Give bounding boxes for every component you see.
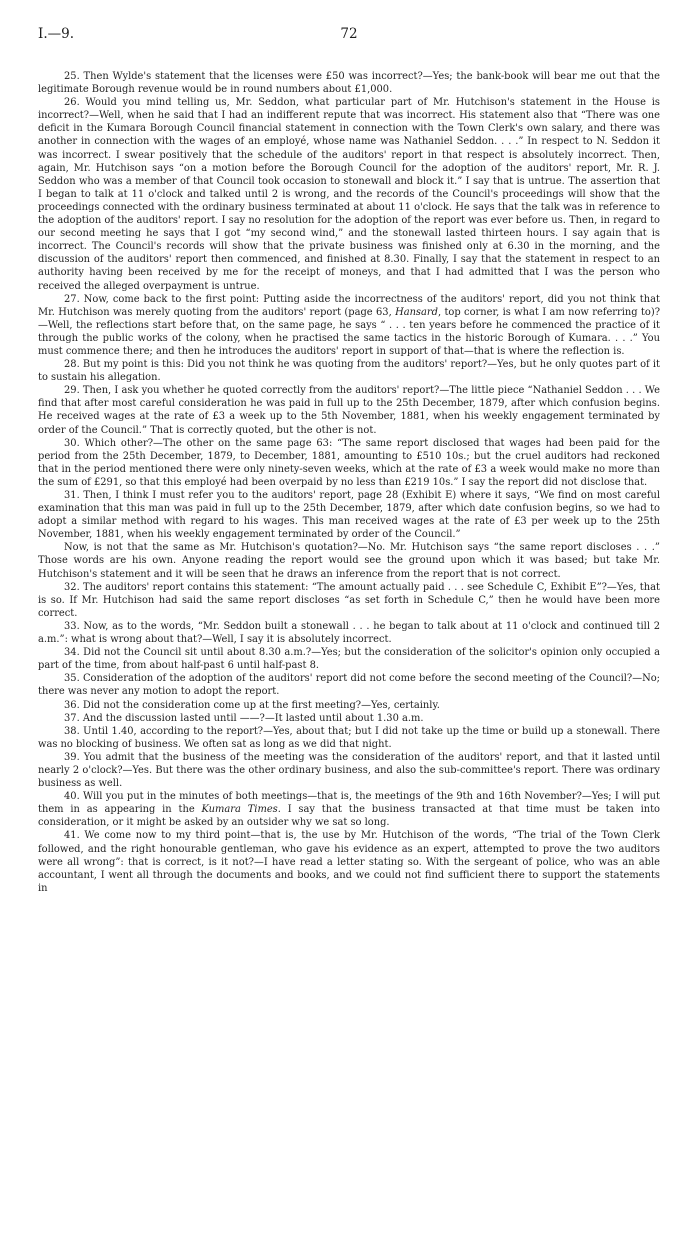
paragraph-32: 32. The auditors' report contains this statement: “The amount actually paid . . . see Schedule C, Exhibit E”?—Yes, that is so. If Mr. Hutchison had said the same report discloses “as set forth in Schedule C,” then he would have been more correct. <box>38 581 660 619</box>
paragraph-30: 30. Which other?—The other on the same page 63: “The same report disclosed that wages had been paid for the period from the 25th December, 1879, to December, 1881, amounting to £510 10s.; but the cruel auditors had reckoned that in the period mentioned there were only ninety-seven weeks, which at the rate of £3 a week would make no more than the sum of £291, so that this employé had been overpaid by no less than £219 10s.” I say the report did not disclose that. <box>38 437 660 488</box>
paragraph-34: 34. Did not the Council sit until about 8.30 a.m.?—Yes; but the consideration of the solicitor's opinion only occupied a part of the time, from about half-past 6 until half-past 8. <box>38 647 660 672</box>
paragraph-36: 36. Did not the consideration come up at the first meeting?—Yes, certainly. <box>64 699 440 711</box>
paragraph-25: 25. Then Wylde's statement that the licenses were £50 was incorrect?—Yes; the bank-book will bear me out that the legitimate Borough revenue would be in round numbers about £1,000. <box>38 71 660 96</box>
publication-title: Kumara Times <box>201 804 278 816</box>
paragraph-29: 29. Then, I ask you whether he quoted correctly from the auditors' report?—The little piece “Nathaniel Seddon . . . We find that after most careful consideration he was paid in full up to the 25th December, 1879, after which confusion begins. He received wages at the rate of £3 a week up to the 5th November, 1881, when his weekly engagement terminated by order of the Council.” That is correctly quoted, but the other is not. <box>38 385 660 436</box>
paragraph-28: 28. But my point is this: Did you not think he was quoting from the auditors' report?—Yes, but he only quotes part of it to sustain his allegation. <box>38 359 660 384</box>
paragraph-37: 37. And the discussion lasted until ——?—It lasted until about 1.30 a.m. <box>64 712 424 724</box>
page-body <box>38 70 660 895</box>
page-header <box>38 28 660 54</box>
page-number: 72 <box>340 26 358 42</box>
paragraph-39: 39. You admit that the business of the meeting was the consideration of the auditors' report, and that it lasted until nearly 2 o'clock?—Yes. But there was the other ordinary business, and also the sub-committee's report. There was ordinary business as well. <box>38 751 660 790</box>
paragraph-38: 38. Until 1.40, according to the report?—Yes, about that; but I did not take up the time or build up a stonewall. There was no blocking of business. We often sat as long as we did that night. <box>38 725 660 750</box>
paragraph-41: 41. We come now to my third point—that is, the use by Mr. Hutchison of the words, “The trial of the Town Clerk followed, and the right honourable gentleman, who gave his evidence as an expert, attempted to prove the two auditors were all wrong”: that is correct, is it not?—I have read a letter stating so. With the sergeant of police, who was an able accountant, I went all through the documents and books, and we could not find sufficient there to support the statements in <box>38 830 660 894</box>
publication-title: Hansard <box>395 306 438 318</box>
paragraph-40: 40. Will you put in the minutes of both meetings—that is, the meetings of the 9th and 16th November?—Yes; I will put them in as appearing in the Kumara Times. I say that the business transacted at that time must be taken into consideration, or it might be asked by an outsider why we sat so long. <box>38 791 660 829</box>
paragraph-35: 35. Consideration of the adoption of the auditors' report did not come before the second meeting of the Council?—No; there was never any motion to adopt the report. <box>38 673 660 698</box>
paragraph-26: 26. Would you mind telling us, Mr. Seddon, what particular part of Mr. Hutchison's statement in the House is incorrect?—Well, when he said that I had an indifferent repute that was incorrect. His statement also that “There was one deficit in the Kumara Borough Council financial statement in connection with the Town Clerk's own salary, and there was another in connection with the wages of an employé, whose name was Nathaniel Seddon. . . .” In respect to N. Seddon it was incorrect. I swear positively that the schedule of the auditors' report in that respect is absolutely incorrect. Then, again, Mr. Hutchison says “on a motion before the Borough Council for the adoption of the auditors' report, Mr. R. J. Seddon who was a member of that Council took occasion to stonewall and block it.” I say that is untrue. The assertion that I began to talk at 11 o'clock and talked until 2 is wrong, and the records of the Council's proceedings will show that the proceedings connected with the ordinary business terminated at about 11 o'clock. He says that the talk was in reference to the adoption of the auditors' report. I say no resolution for the adoption of the report was ever before us. Then, in regard to our second meeting he says that I got “my second wind,” and the stonewall lasted thirteen hours. I say again that is incorrect. The Council's records will show that the private business was finished only at 6.30 in the morning, and the discussion of the auditors' report then commenced, and finished at 8.30. Finally, I say that the statement in respect to an authority having been received by me for the receipt of moneys, and that I had admitted that I was the person who received the alleged overpayment is untrue. <box>38 97 660 292</box>
paragraph-33: 33. Now, as to the words, “Mr. Seddon built a stonewall . . . he began to talk about at 11 o'clock and continued till 2 a.m.”: what is wrong about that?—Well, I say it is absolutely incorrect. <box>38 620 660 646</box>
paragraph-31-continued: Now, is not that the same as Mr. Hutchison's quotation?—No. Mr. Hutchison says “the same report discloses . . .” Those words are his own. Anyone reading the report would see the ground upon which it was based; but take Mr. Hutchison's statement and it will be seen that he draws an inference from the report that is not correct. <box>38 542 660 580</box>
paragraph-27: 27. Now, come back to the first point: Putting aside the incorrectness of the auditors' report, did you not think that Mr. Hutchison was merely quoting from the auditors' report (page 63, Hansard, top corner, is what I am now referring to)?—Well, the reflections start before that, on the same page, he says “ . . . ten years before he commenced the practice of it through the public works of the colony, when he practised the same tactics in the historic Borough of Kumara. . . .” You must commence there; and then he introduces the auditors' report in support of that—that is where the reflection is. <box>38 293 660 357</box>
paragraph-31: 31. Then, I think I must refer you to the auditors' report, page 28 (Exhibit E) where it says, “We find on most careful examination that this man was paid in full up to the 25th December, 1879, after which date confusion begins, so we had to adopt a similar method with regard to his wages. This man received wages at the rate of £3 per week up to the 25th November, 1881, when his weekly engagement terminated by order of the Council.” <box>38 490 660 541</box>
document-reference: I.—9. <box>38 26 75 42</box>
